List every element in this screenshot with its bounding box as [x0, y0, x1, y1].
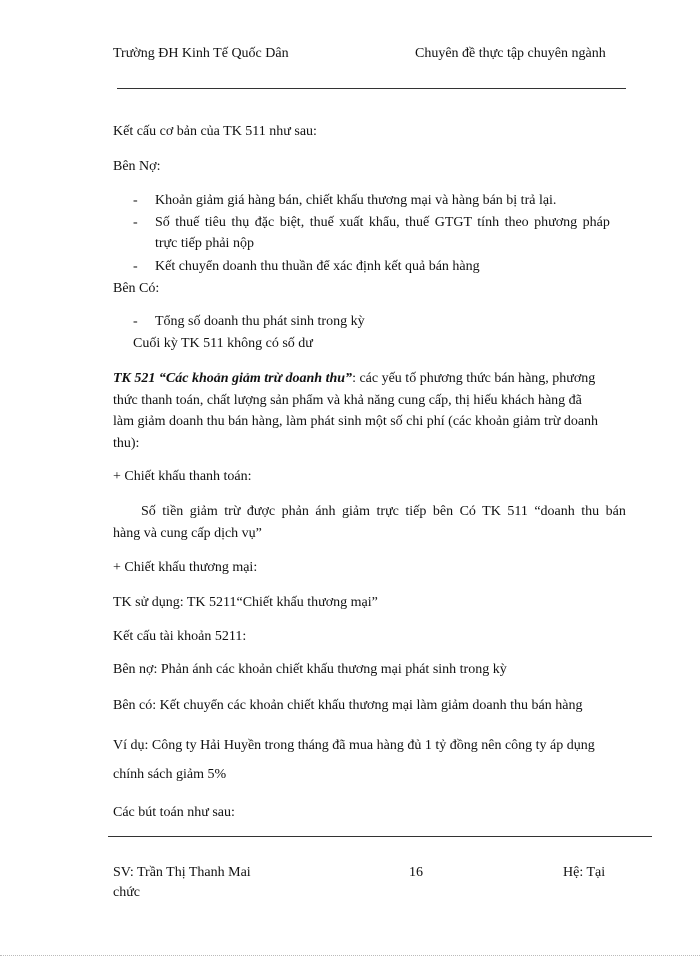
footer-student-name-continued: chức	[113, 885, 141, 900]
page-bottom-border	[0, 955, 700, 956]
bullet-dash: -	[133, 193, 138, 208]
account-5211-debit: Bên nợ: Phản ánh các khoản chiết khấu thương mại phát sinh trong kỳ	[113, 662, 507, 677]
debit-item-text: Khoản giảm giá hàng bán, chiết khấu thương mại và hàng bán bị trả lại.	[155, 193, 557, 208]
account-used: TK sử dụng: TK 5211“Chiết khấu thương mại”	[113, 595, 378, 610]
footer-rule	[108, 836, 652, 837]
credit-item-text: Tổng số doanh thu phát sinh trong kỳ	[155, 314, 365, 329]
debit-item-2	[133, 214, 610, 232]
tk521-line-1	[113, 370, 595, 388]
debit-item-text: Kết chuyển doanh thu thuần để xác định kết quả bán hàng	[155, 259, 480, 274]
tk521-text: : các yếu tố phương thức bán hàng, phương	[352, 371, 596, 386]
payment-discount-line-2: hàng và cung cấp dịch vụ”	[113, 526, 262, 541]
debit-item-3	[133, 258, 480, 276]
payment-discount-heading: + Chiết khấu thanh toán:	[113, 469, 252, 484]
bullet-dash: -	[133, 215, 138, 230]
paragraph-structure-tk511: Kết cấu cơ bản của TK 511 như sau:	[113, 124, 317, 139]
footer-page-number: 16	[409, 865, 423, 880]
tk521-line-4: thu):	[113, 436, 140, 451]
header-rule	[117, 88, 626, 89]
footer-system: Hệ: Tại	[563, 865, 606, 880]
tk521-title: TK 521 “Các khoản giảm trừ doanh thu”	[113, 371, 353, 386]
bullet-dash: -	[133, 314, 138, 329]
debit-heading: Bên Nợ:	[113, 159, 161, 174]
closing-balance-note: Cuối kỳ TK 511 không có số dư	[133, 336, 313, 351]
debit-item-2-continued: trực tiếp phải nộp	[155, 236, 254, 251]
credit-heading: Bên Có:	[113, 281, 160, 296]
header-title: Chuyên đề thực tập chuyên ngành	[415, 46, 606, 61]
example-line-1: Ví dụ: Công ty Hải Huyền trong tháng đã mua hàng đủ 1 tỷ đồng nên công ty áp dụng	[113, 738, 595, 753]
tk521-line-2: thức thanh toán, chất lượng sản phẩm và khả năng cung cấp, thị hiếu khách hàng đã	[113, 393, 582, 408]
account-5211-structure: Kết cấu tài khoản 5211:	[113, 629, 247, 644]
example-line-2: chính sách giảm 5%	[113, 767, 227, 782]
account-5211-credit: Bên có: Kết chuyển các khoản chiết khấu thương mại làm giảm doanh thu bán hàng	[113, 698, 583, 713]
entries-heading: Các bút toán như sau:	[113, 805, 235, 820]
footer-student-name: SV: Trần Thị Thanh Mai	[113, 865, 251, 880]
bullet-dash: -	[133, 259, 138, 274]
debit-item-1	[133, 192, 556, 210]
credit-item-1	[133, 313, 365, 331]
header-university: Trường ĐH Kinh Tế Quốc Dân	[113, 46, 289, 61]
tk521-line-3: làm giảm doanh thu bán hàng, làm phát sinh một số chi phí (các khoản giảm trừ doanh	[113, 414, 599, 429]
debit-item-text: Số thuế tiêu thụ đặc biệt, thuế xuất khẩu, thuế GTGT tính theo phương pháp	[155, 215, 610, 230]
trade-discount-heading: + Chiết khấu thương mại:	[113, 560, 258, 575]
payment-discount-line-1: Số tiền giảm trừ được phản ánh giảm trực tiếp bên Có TK 511 “doanh thu bán	[141, 504, 626, 519]
